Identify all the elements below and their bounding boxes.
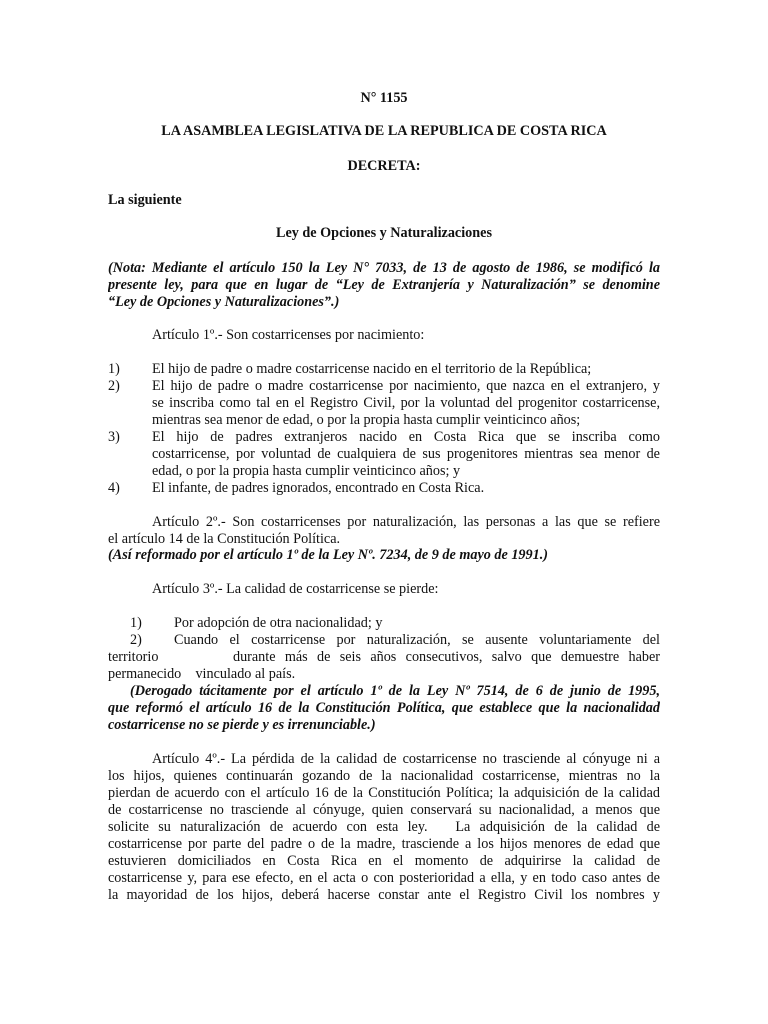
art4-line: costarricense y, para ese efecto, en el acta o con posterioridad a ella, y en todo caso antes de <box>108 870 660 886</box>
art1-item-line: mientras sea menor de edad, o por la propia hasta cumplir veinticinco años; <box>152 412 581 428</box>
art3-item-line: permanecido vinculado al país. <box>108 666 296 682</box>
art1-item-line: El hijo de padre o madre costarricense por nacimiento, que nazca en el extranjero, y <box>152 378 660 394</box>
decreta-heading: DECRETA: <box>347 158 421 174</box>
art2-line: Artículo 2º.- Son costarricenses por naturalización, las personas a las que se refiere <box>152 514 660 530</box>
art1-item-line: edad, o por la propia hasta cumplir veinticinco años; y <box>152 463 461 479</box>
list-number: 1) <box>108 361 120 377</box>
art4-line: la mayoridad de los hijos, deberá hacerse constar ante el Registro Civil los nombres y <box>108 887 660 903</box>
art4-line: solicite su naturalización de acuerdo con esta ley. La adquisición de la calidad de <box>108 819 660 835</box>
list-number: 2) <box>130 632 142 648</box>
art1-item-line: El hijo de padre o madre costarricense nacido en el territorio de la República; <box>152 361 592 377</box>
art4-line: los hijos, quienes continuarán gozando de la nacionalidad costarricense, mientras no la <box>108 768 660 784</box>
art1-item-line: El hijo de padres extranjeros nacido en Costa Rica que se inscriba como <box>152 429 660 445</box>
art1-intro: Artículo 1º.- Son costarricenses por nacimiento: <box>152 327 425 343</box>
art3-intro: Artículo 3º.- La calidad de costarricense se pierde: <box>152 581 439 597</box>
art4-line: estuvieren domiciliados en Costa Rica en el momento de adquirirse la calidad de <box>108 853 660 869</box>
list-number: 2) <box>108 378 120 394</box>
nota-line: “Ley de Opciones y Naturalizaciones”.) <box>108 294 340 310</box>
law-number: N° 1155 <box>360 90 408 106</box>
art2-line: el artículo 14 de la Constitución Política. <box>108 531 341 547</box>
art3-note-line: (Derogado tácitamente por el artículo 1º de la Ley Nº 7514, de 6 de junio de 1995, <box>130 683 660 699</box>
art1-item-line: costarricense, por voluntad de cualquiera de sus progenitores mientras sea menor de <box>152 446 660 462</box>
nota-line: (Nota: Mediante el artículo 150 la Ley N° 7033, de 13 de agosto de 1986, se modificó la <box>108 260 660 276</box>
art3-note-line: que reformó el artículo 16 de la Constitución Política, que establece que la nacionalidad <box>108 700 660 716</box>
art3-item-line: territorio durante más de seis años consecutivos, salvo que demuestre haber <box>108 649 660 665</box>
art3-note-line: costarricense no se pierde y es irrenunciable.) <box>108 717 376 733</box>
art3-item-line: Por adopción de otra nacionalidad; y <box>174 615 383 631</box>
list-number: 1) <box>130 615 142 631</box>
assembly-heading: LA ASAMBLEA LEGISLATIVA DE LA REPUBLICA DE COSTA RICA <box>161 123 607 139</box>
law-title: Ley de Opciones y Naturalizaciones <box>276 225 492 241</box>
art2-note: (Así reformado por el artículo 1º de la Ley Nº. 7234, de 9 de mayo de 1991.) <box>108 547 548 563</box>
art1-item-line: se inscriba como tal en el Registro Civil, por la voluntad del progenitor costarricense, <box>152 395 660 411</box>
art3-item-line: Cuando el costarricense por naturalización, se ausente voluntariamente del <box>174 632 660 648</box>
art4-line: de costarricense no trasciende al cónyuge, quien conservará su nacionalidad, a menos que <box>108 802 660 818</box>
art1-item-line: El infante, de padres ignorados, encontrado en Costa Rica. <box>152 480 485 496</box>
nota-line: presente ley, para que en lugar de “Ley de Extranjería y Naturalización” se denomine <box>108 277 660 293</box>
list-number: 3) <box>108 429 120 445</box>
art4-line: costarricense por parte del padre o de la madre, trasciende a los hijos menores de edad que <box>108 836 660 852</box>
list-number: 4) <box>108 480 120 496</box>
art4-line: pierdan de acuerdo con el artículo 16 de la Constitución Política; la adquisición de la calidad <box>108 785 660 801</box>
art4-line: Artículo 4º.- La pérdida de la calidad de costarricense no trasciende al cónyuge ni a <box>152 751 660 767</box>
la-siguiente: La siguiente <box>108 192 182 208</box>
